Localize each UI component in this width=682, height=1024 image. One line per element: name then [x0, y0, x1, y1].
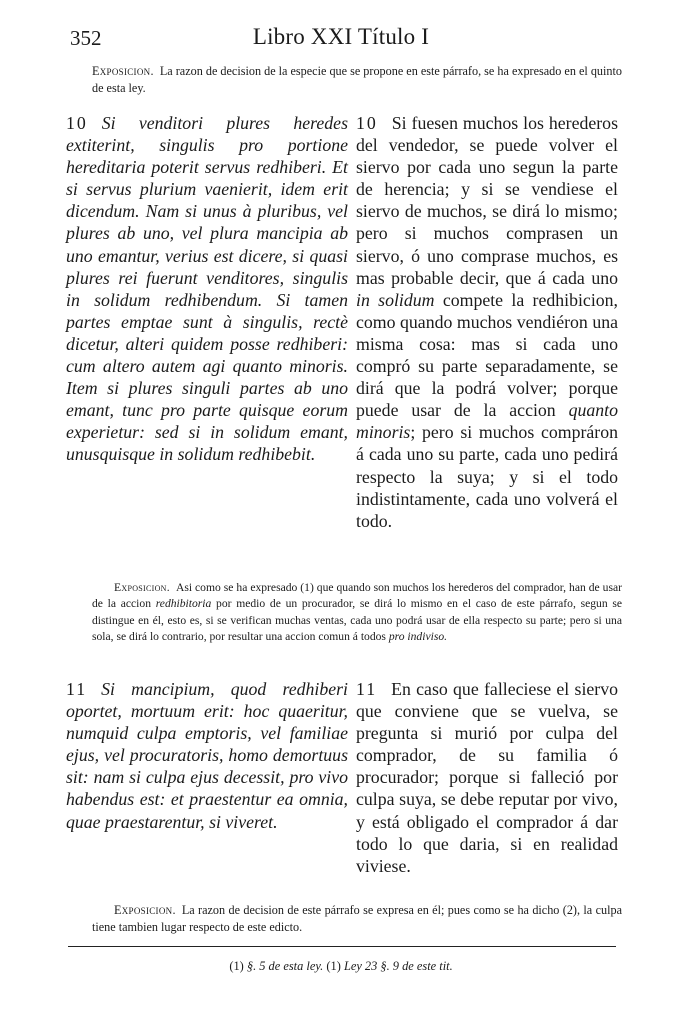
latin-body: Si venditori plures heredes extiterint, singulis pro portione hereditaria poterit servus redhiberi. Et si servus plurium vaenierit, idem erit dicendum. Nam si unus à pluribus, vel plures ab uno, vel plura mancipia ab uno emantur, verius est dicere, si quasi plures rei fuerunt venditores, singulis in solidum redhibendum. Si tamen partes emptae sunt à singulis, rectè dicetur, alteri quidem posse redhiberi: cum altero autem agi quanto minoris. Item si plures singuli partes ab uno emant, tunc pro parte quisque eorum experietur: sed si in solidum emant, unusquisque in solidum redhibebit.	[66, 113, 348, 465]
term-in-solidum: in solidum	[356, 289, 435, 310]
spanish-body-part-c: ; pero si muchos compráron á cada uno su parte, cada uno pedirá respecto la suya; y si el todo indistintamente, cada uno volverá el todo.	[356, 422, 618, 531]
footnote-1-text: §. 5 de esta ley.	[246, 959, 324, 973]
running-title: Libro XXI Título I	[252, 24, 430, 49]
exposicion-text: La razon de decision de este párrafo se expresa en él; pues como se ha dicho (2), la culpa tiene tambien lugar respecto de este edicto.	[92, 903, 622, 934]
exposicion-text-part-a: Asi como se ha expresado (1) que quando son muchos los herederos del comprador, han de usar de la accion	[92, 581, 622, 611]
exposicion-paragraph-2	[92, 580, 622, 645]
exposicion-paragraph-3	[92, 902, 622, 935]
spanish-text-11	[356, 678, 618, 877]
latin-body: Si mancipium, quod redhiberi oportet, mortuum erit: hoc quaeritur, numquid culpa emptoris, vel familiae ejus, vel procuratoris, homo demortuus sit: nam si culpa ejus decessit, pro vivo habendus est: et praestentur ea omnia, quae praestarentur, si viveret.	[66, 679, 348, 832]
footnote-2-text: Ley 23 §. 9 de este tit.	[343, 959, 453, 973]
footnote-2-marker: (1)	[326, 959, 341, 973]
paragraph-number: 10	[66, 113, 88, 133]
term-redhibitoria: redhibitoria	[155, 597, 212, 611]
exposicion-label: Exposicion.	[92, 64, 154, 78]
spanish-body-part-b: compete la redhibicion, como quando muchos vendiéron una misma cosa: mas si cada uno compró su parte separadamente, se dirá que la podrá volver; porque puede usar de la accion	[356, 289, 618, 421]
paragraph-number: 10	[356, 113, 378, 133]
footnote-1-marker: (1)	[229, 959, 244, 973]
exposicion-label: Exposicion.	[114, 903, 176, 917]
page-number: 352	[70, 26, 102, 50]
spanish-body-part-a: Si fuesen muchos los herederos del vendedor, se puede volver el siervo por cada uno segun la parte de herencia; y si se vendiese el siervo de muchos, se dirá lo mismo; pero si muchos comprasen un siervo, ó uno comprase muchos, es mas probable decir, que á cada uno	[356, 113, 618, 288]
spanish-body: En caso que falleciese el siervo que conviene que se vuelva, se pregunta si murió por culpa del comprador, de su familia ó procurador; porque si falleció por culpa suya, se debe reputar por vivo, y está obligado el comprador á dar todo lo que daria, si en realidad viviese.	[356, 679, 618, 876]
exposicion-text: La razon de decision de la especie que se propone en este párrafo, se ha expresado en el quinto de esta ley.	[92, 64, 622, 95]
term-pro-indiviso: pro indiviso.	[388, 629, 448, 643]
spanish-text-10	[356, 112, 618, 532]
latin-text-10	[66, 112, 348, 466]
latin-text-11	[66, 678, 348, 833]
paragraph-number: 11	[66, 679, 88, 699]
exposicion-text-part-b: por medio de un procurador, se dirá lo mismo en el caso de este párrafo, segun se distingue en él, esto es, si se verifican muchas ventas, cada uno podrá usar de ella respecto su parte; pero si una sola, se dirá lo contrario, por resultar una accion comun á todos	[92, 597, 622, 643]
paragraph-number: 11	[356, 679, 378, 699]
footnote-divider	[68, 946, 616, 947]
footnotes	[0, 959, 682, 974]
term-quanto-minoris: quanto minoris	[356, 400, 618, 443]
exposicion-paragraph-1	[92, 63, 622, 96]
exposicion-label: Exposicion.	[114, 581, 170, 594]
